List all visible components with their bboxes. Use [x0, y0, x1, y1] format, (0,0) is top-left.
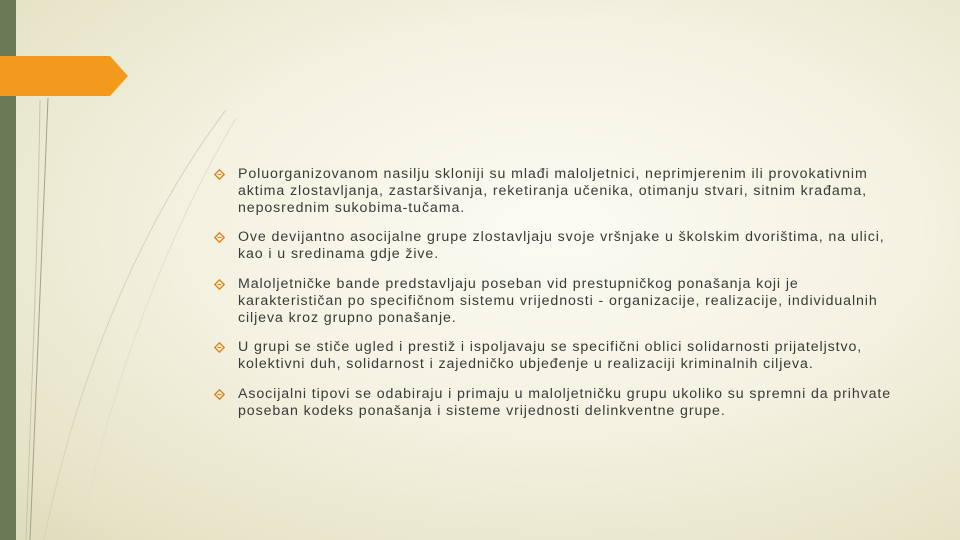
bullet-item: [212, 229, 902, 263]
bullet-list: [212, 166, 902, 420]
bullet-text: U grupi se stiče ugled i prestiž i ispoljavaju se specifični oblici solidarnosti prijateljstvo, kolektivni duh, solidarnost i zajedničko ubjeđenje u realizaciji kriminalnih ciljeva.: [238, 339, 863, 373]
diamond-outline-icon: [214, 342, 225, 353]
bullet-item: [212, 386, 902, 420]
slide-content: [212, 166, 902, 433]
bullet-text: Asocijalni tipovi se odabiraju i primaju u maloljetničku grupu ukoliko su spremni da prihvate poseban kodeks ponašanja i sisteme vrijednosti delinkventne grupe.: [238, 385, 892, 419]
bullet-item: [212, 339, 902, 373]
bullet-text: Maloljetničke bande predstavljaju poseban vid prestupničkog ponašanja koji je karakterističan po specifičnom sistemu vrijednosti - organizacije, realizacije, individualnih ciljeva kroz grupno ponašanje.: [238, 275, 878, 326]
diamond-outline-icon: [214, 389, 225, 400]
orange-arrow-tab: [0, 56, 128, 96]
bullet-item: [212, 276, 902, 326]
diamond-outline-icon: [214, 169, 225, 180]
diamond-outline-icon: [214, 232, 225, 243]
bullet-text: Poluorganizovanom nasilju skloniji su mlađi maloljetnici, neprimjerenim ili provokativnim aktima zlostavljanja, zastaršivanja, reketiranja učenika, otimanju stvari, sitnim krađama, neposrednim sukobima-tučama.: [238, 166, 868, 216]
bullet-text: Ove devijantno asocijalne grupe zlostavljaju svoje vršnjake u školskim dvorištima, na ulici, kao i u sredinama gdje žive.: [238, 229, 885, 263]
diamond-outline-icon: [214, 279, 225, 290]
bullet-item: [212, 166, 902, 216]
